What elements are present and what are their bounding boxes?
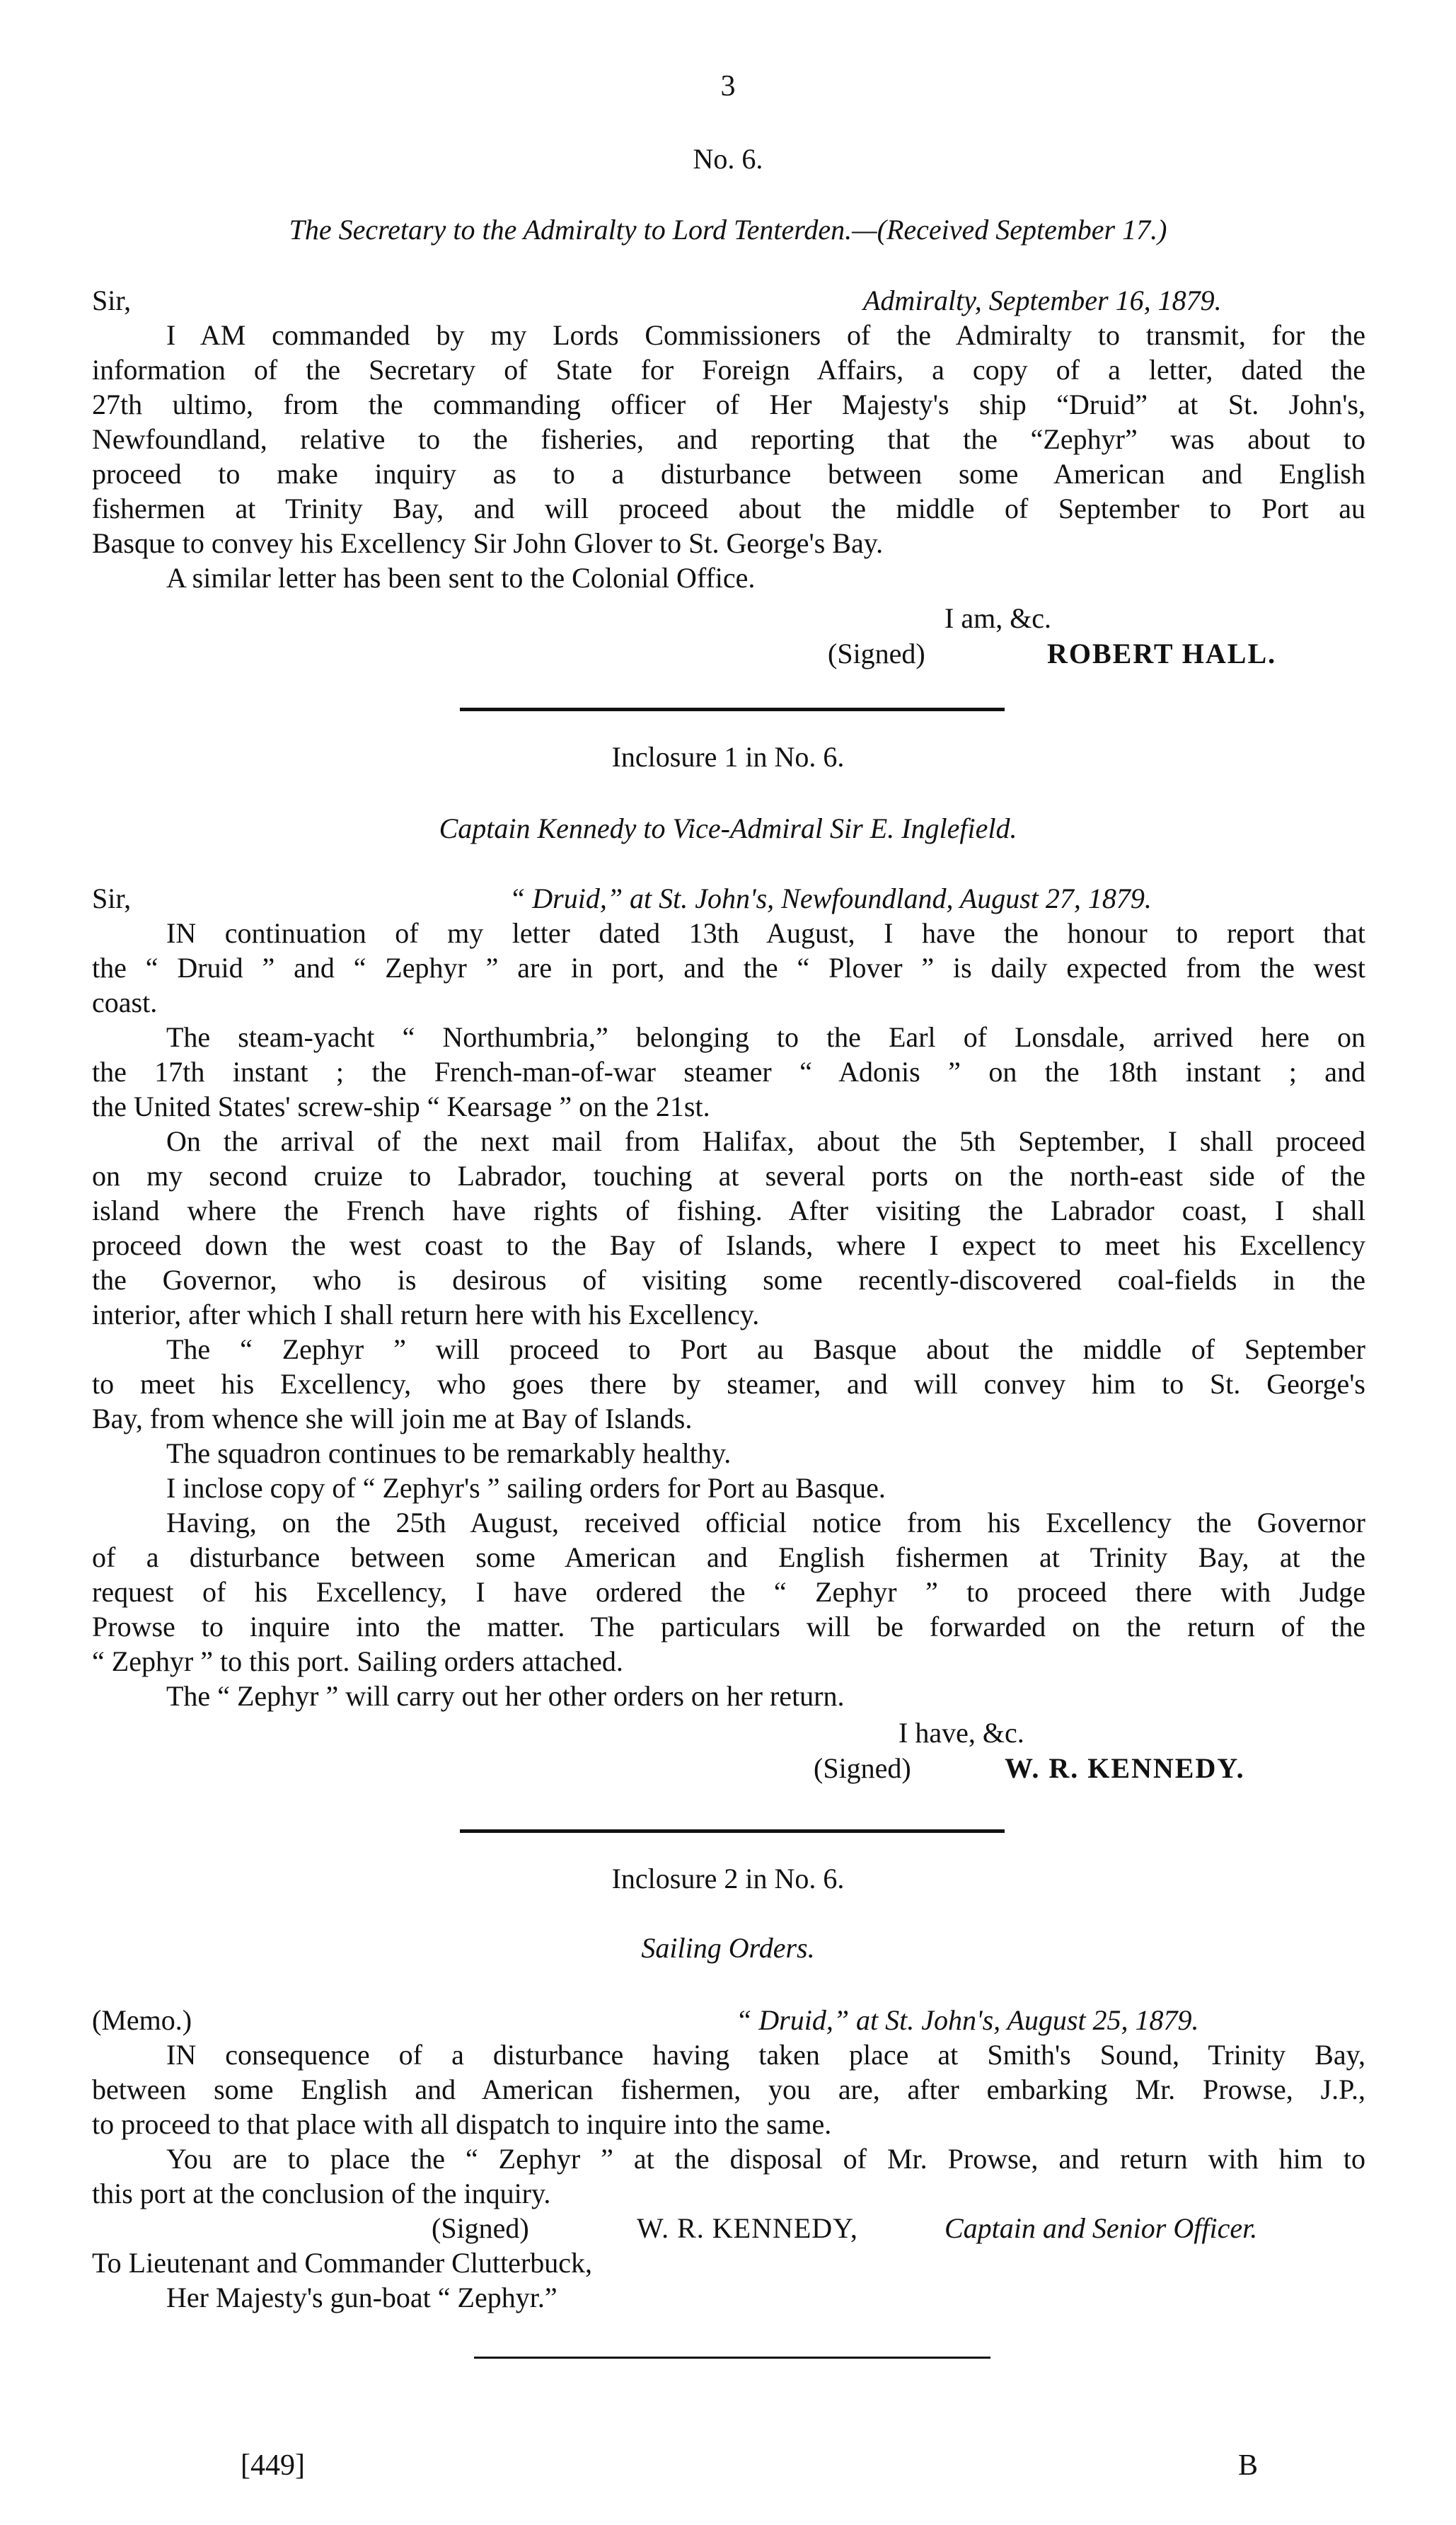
document-number: No. 6. bbox=[693, 143, 763, 175]
body-line: the “ Druid ” and “ Zephyr ” are in port, and the “ Plover ” is daily expected from the west bbox=[92, 952, 1365, 984]
dateline: “ Druid,” at St. John's, August 25, 1879. bbox=[736, 2004, 1199, 2036]
body-line: 27th ultimo, from the commanding officer of Her Majesty's ship “Druid” at St. John's, bbox=[92, 389, 1365, 420]
body-line: island where the French have rights of fishing. After visiting the Labrador coast, I shall bbox=[92, 1195, 1365, 1226]
inclosure-title: Sailing Orders. bbox=[641, 1932, 815, 1964]
body-line: The “ Zephyr ” will carry out her other orders on her return. bbox=[166, 1680, 845, 1712]
body-line: of a disturbance between some American and English fishermen at Trinity Bay, at the bbox=[92, 1541, 1365, 1573]
body-line: coast. bbox=[92, 987, 158, 1018]
dateline: Admiralty, September 16, 1879. bbox=[863, 284, 1222, 316]
signed-label: (Signed) bbox=[432, 2212, 529, 2244]
body-line: A similar letter has been sent to the Colonial Office. bbox=[166, 562, 756, 594]
body-line: information of the Secretary of State for Foreign Affairs, a copy of a letter, dated the bbox=[92, 354, 1365, 386]
body-line: Bay, from whence she will join me at Bay of Islands. bbox=[92, 1403, 693, 1434]
body-line: Prowse to inquire into the matter. The particulars will be forwarded on the return of the bbox=[92, 1611, 1365, 1643]
body-line: interior, after which I shall return here with his Excellency. bbox=[92, 1299, 760, 1330]
body-line: IN continuation of my letter dated 13th August, I have the honour to report that bbox=[166, 917, 1365, 949]
memo-label: (Memo.) bbox=[92, 2004, 192, 2036]
body-line: I inclose copy of “ Zephyr's ” sailing orders for Port au Basque. bbox=[166, 1472, 886, 1504]
addressee-line: Her Majesty's gun-boat “ Zephyr.” bbox=[166, 2282, 557, 2313]
signer-name: W. R. KENNEDY, bbox=[637, 2212, 858, 2244]
page-number: 3 bbox=[720, 70, 736, 103]
signed-label: (Signed) bbox=[814, 1752, 911, 1784]
body-line: The steam-yacht “ Northumbria,” belonging to the Earl of Lonsdale, arrived here on bbox=[166, 1021, 1365, 1053]
sheet-number: [449] bbox=[241, 2449, 305, 2482]
addressee-line: To Lieutenant and Commander Clutterbuck, bbox=[92, 2247, 593, 2279]
signer-name: ROBERT HALL. bbox=[1047, 638, 1277, 669]
body-line: IN consequence of a disturbance having taken place at Smith's Sound, Trinity Bay, bbox=[166, 2039, 1365, 2071]
section-divider bbox=[460, 1829, 1005, 1833]
body-line: I AM commanded by my Lords Commissioners of the Admiralty to transmit, for the bbox=[166, 319, 1365, 351]
body-line: Newfoundland, relative to the fisheries, and reporting that the “Zephyr” was about to bbox=[92, 423, 1365, 455]
dateline: “ Druid,” at St. John's, Newfoundland, August 27, 1879. bbox=[509, 882, 1152, 914]
body-line: The “ Zephyr ” will proceed to Port au Basque about the middle of September bbox=[166, 1333, 1365, 1365]
body-line: this port at the conclusion of the inquiry. bbox=[92, 2178, 551, 2209]
document-title: The Secretary to the Admiralty to Lord Tenterden.—(Received September 17.) bbox=[289, 214, 1167, 246]
signature-mark: B bbox=[1238, 2449, 1259, 2482]
body-line: to proceed to that place with all dispatch to inquire into the same. bbox=[92, 2108, 832, 2140]
body-line: the Governor, who is desirous of visiting some recently-discovered coal-fields in the bbox=[92, 1264, 1365, 1296]
signer-name: W. R. KENNEDY. bbox=[1005, 1752, 1245, 1784]
signed-label: (Signed) bbox=[828, 638, 925, 669]
body-line: between some English and American fishermen, you are, after embarking Mr. Prowse, J.P., bbox=[92, 2074, 1365, 2105]
inclosure-heading: Inclosure 1 in No. 6. bbox=[611, 741, 845, 773]
section-divider bbox=[460, 708, 1005, 711]
closing: I am, &c. bbox=[944, 602, 1052, 634]
body-line: the 17th instant ; the French-man-of-war steamer “ Adonis ” on the 18th instant ; and bbox=[92, 1056, 1365, 1088]
closing: I have, &c. bbox=[899, 1717, 1024, 1749]
inclosure-title: Captain Kennedy to Vice-Admiral Sir E. Inglefield. bbox=[439, 812, 1017, 844]
body-line: Basque to convey his Excellency Sir John Glover to St. George's Bay. bbox=[92, 527, 884, 559]
body-line: On the arrival of the next mail from Halifax, about the 5th September, I shall proceed bbox=[166, 1125, 1365, 1157]
body-line: Having, on the 25th August, received official notice from his Excellency the Governor bbox=[166, 1507, 1365, 1538]
body-line: The squadron continues to be remarkably healthy. bbox=[166, 1437, 732, 1469]
body-line: proceed down the west coast to the Bay of Islands, where I expect to meet his Excellency bbox=[92, 1229, 1365, 1261]
body-line: You are to place the “ Zephyr ” at the disposal of Mr. Prowse, and return with him to bbox=[166, 2143, 1365, 2175]
body-line: on my second cruize to Labrador, touching at several ports on the north-east side of the bbox=[92, 1160, 1365, 1192]
inclosure-heading: Inclosure 2 in No. 6. bbox=[611, 1863, 845, 1894]
signer-title: Captain and Senior Officer. bbox=[944, 2212, 1258, 2244]
section-divider bbox=[474, 2357, 990, 2359]
body-line: “ Zephyr ” to this port. Sailing orders attached. bbox=[92, 1645, 623, 1677]
salutation: Sir, bbox=[92, 284, 132, 316]
body-line: the United States' screw-ship “ Kearsage ” on the 21st. bbox=[92, 1091, 710, 1122]
body-line: to meet his Excellency, who goes there by steamer, and will convey him to St. George's bbox=[92, 1368, 1365, 1400]
salutation: Sir, bbox=[92, 882, 132, 914]
body-line: proceed to make inquiry as to a disturbance between some American and English bbox=[92, 458, 1365, 490]
body-line: fishermen at Trinity Bay, and will proceed about the middle of September to Port au bbox=[92, 493, 1365, 524]
body-line: request of his Excellency, I have ordered the “ Zephyr ” to proceed there with Judge bbox=[92, 1576, 1365, 1608]
